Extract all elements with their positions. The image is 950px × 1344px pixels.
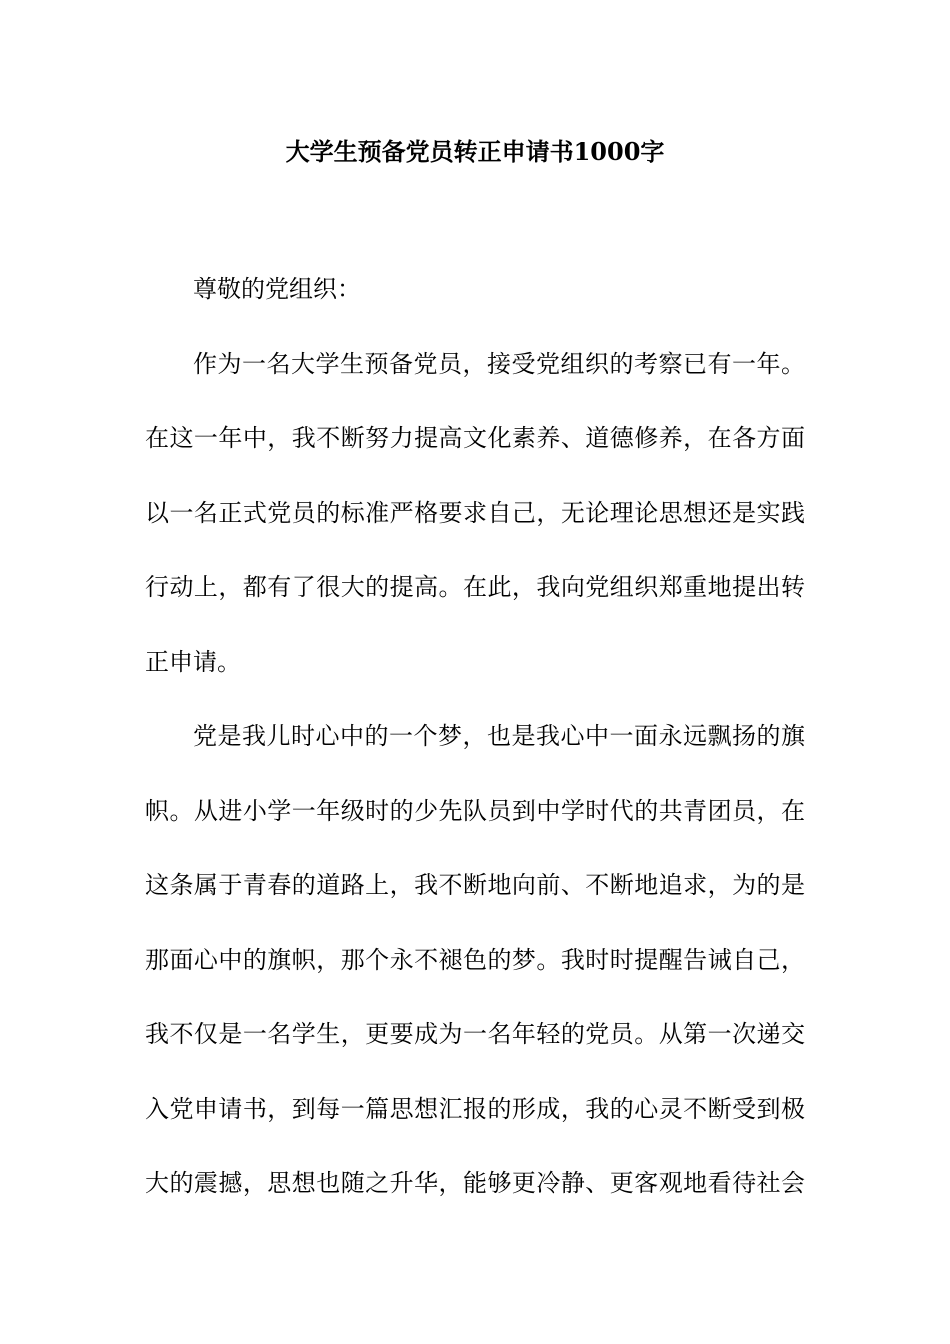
- paragraph-line: 帜。从进小学一年级时的少先队员到中学时代的共青团员，在: [145, 796, 805, 825]
- paragraph-line: 那面心中的旗帜，那个永不褪色的梦。我时时提醒告诫自己，: [145, 945, 805, 974]
- paragraph-line: 行动上，都有了很大的提高。在此，我向党组织郑重地提出转: [145, 573, 805, 601]
- document-title: 大学生预备党员转正申请书1000字: [285, 137, 665, 166]
- paragraph-line: 大的震撼，思想也随之升华，能够更冷静、更客观地看待社会: [145, 1169, 805, 1197]
- paragraph-line: 正申请。: [145, 647, 241, 676]
- paragraph-line: 在这一年中，我不断努力提高文化素养、道德修养，在各方面: [145, 424, 805, 452]
- paragraph-line: 作为一名大学生预备党员，接受党组织的考察已有一年。: [193, 349, 805, 378]
- document-body: [145, 252, 805, 1221]
- salutation-line: 尊敬的党组织：: [193, 275, 361, 303]
- paragraph-line: 以一名正式党员的标准严格要求自己，无论理论思想还是实践: [145, 498, 805, 527]
- paragraph-line: 这条属于青春的道路上，我不断地向前、不断地追求，为的是: [145, 871, 805, 899]
- paragraph-line: 入党申请书，到每一篇思想汇报的形成，我的心灵不断受到极: [145, 1094, 805, 1123]
- paragraph-line: 党是我儿时心中的一个梦，也是我心中一面永远飘扬的旗: [193, 722, 805, 750]
- paragraph-line: 我不仅是一名学生，更要成为一名年轻的党员。从第一次递交: [145, 1020, 805, 1048]
